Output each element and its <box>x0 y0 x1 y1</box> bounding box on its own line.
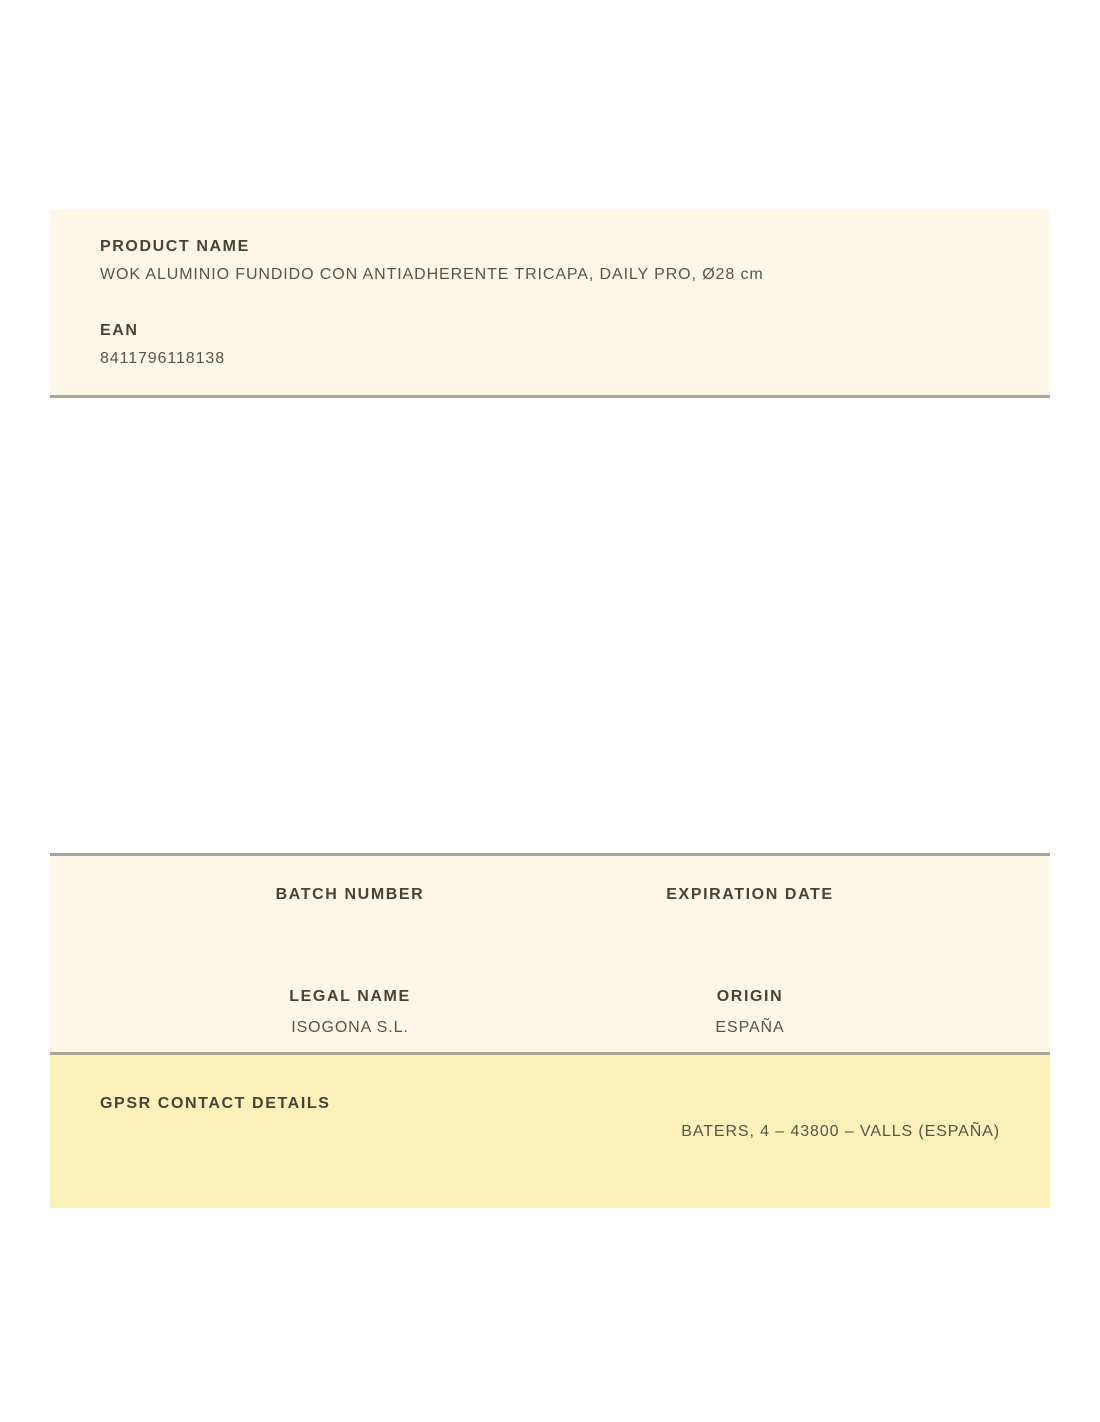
product-info-panel <box>50 210 1050 398</box>
product-name-field <box>100 238 1000 284</box>
legal-name-value: ISOGONA S.L. <box>291 1019 409 1036</box>
gpsr-contact-panel <box>50 1055 1050 1208</box>
legal-name-label: LEGAL NAME <box>289 988 411 1005</box>
ean-value: 8411796118138 <box>100 350 226 367</box>
batch-number-value <box>150 917 550 988</box>
expiration-date-label: EXPIRATION DATE <box>666 886 834 903</box>
origin-value: ESPAÑA <box>715 1019 785 1036</box>
gpsr-contact-label: GPSR CONTACT DETAILS <box>100 1095 331 1112</box>
ean-label: EAN <box>100 322 139 339</box>
batch-origin-grid <box>150 886 950 1037</box>
product-name-value: WOK ALUMINIO FUNDIDO CON ANTIADHERENTE TRICAPA, DAILY PRO, Ø28 cm <box>100 266 764 283</box>
expiration-origin-column <box>550 886 950 1037</box>
product-name-label: PRODUCT NAME <box>100 238 250 255</box>
batch-number-label: BATCH NUMBER <box>275 886 425 903</box>
gpsr-contact-address: BATERS, 4 – 43800 – VALLS (ESPAÑA) <box>681 1123 1000 1140</box>
batch-legal-column <box>150 886 550 1037</box>
batch-origin-panel <box>50 853 1050 1055</box>
ean-field <box>100 322 1000 368</box>
expiration-date-value <box>550 917 950 988</box>
origin-label: ORIGIN <box>716 988 784 1005</box>
